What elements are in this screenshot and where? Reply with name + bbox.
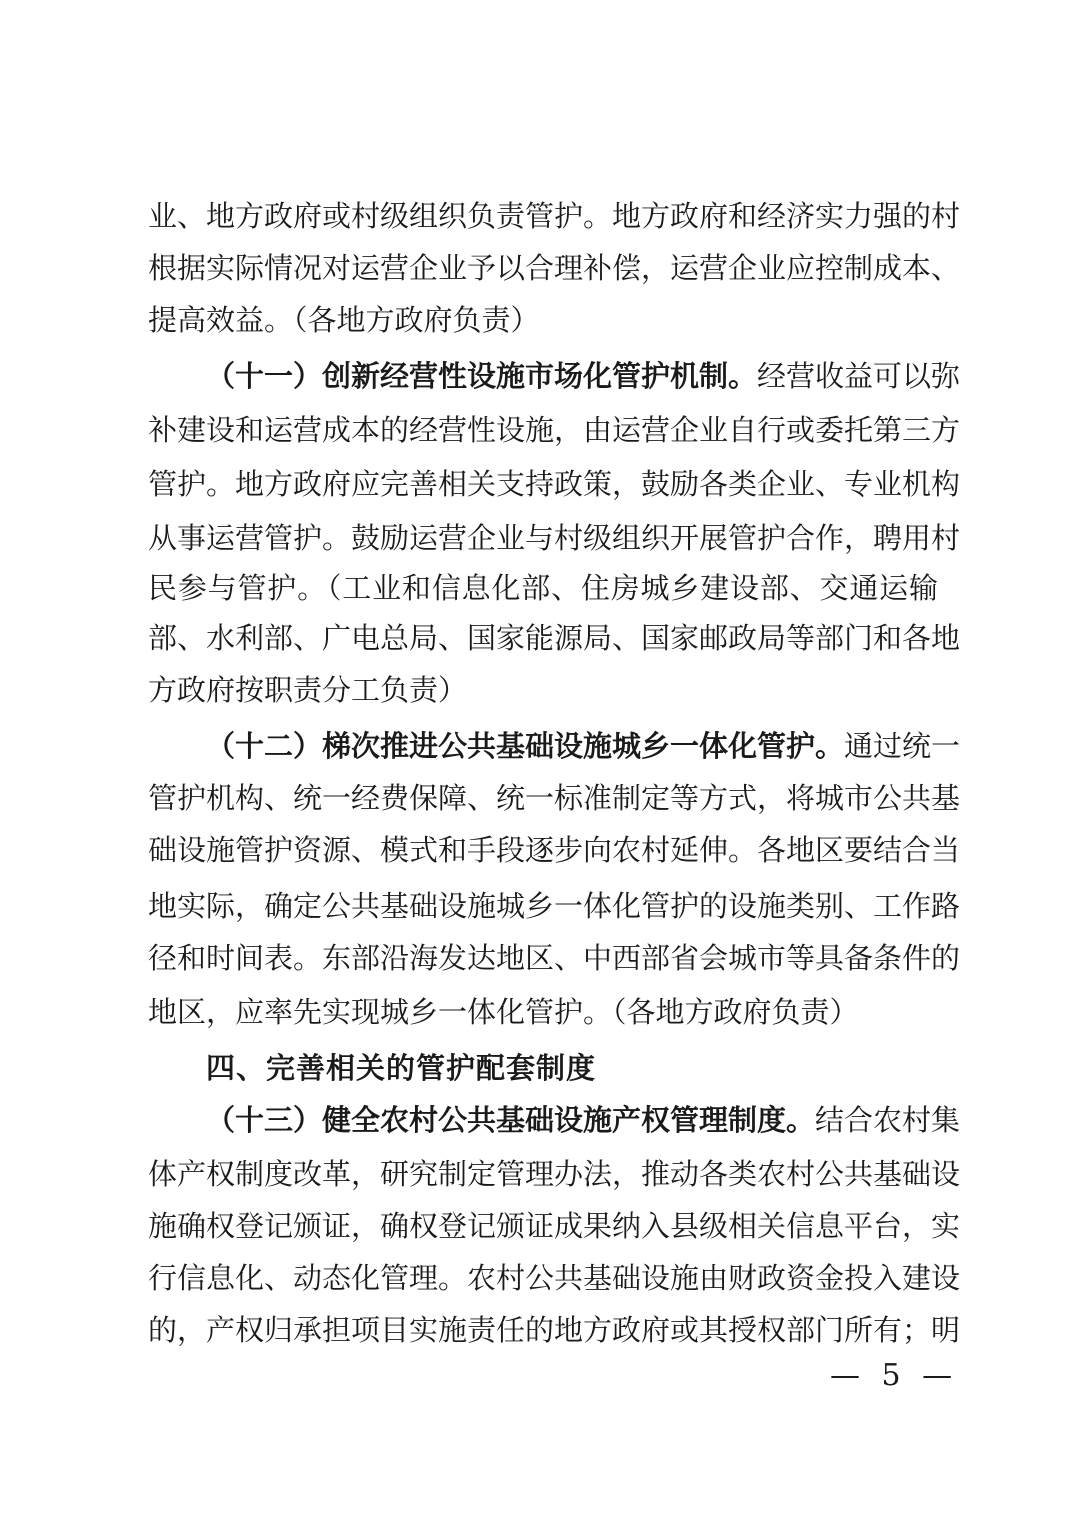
page-number: — 5 — (830, 1358, 959, 1393)
section-12-line-3: 础设施管护资源、模式和手段逐步向农村延伸。各地区要结合当 (148, 833, 961, 867)
intro-line-3: 提高效益。（各地方政府负责） (148, 303, 540, 337)
section-13-line-5: 的，产权归承担项目实施责任的地方政府或其授权部门所有；明 (148, 1313, 961, 1347)
section-12-title: （十二）梯次推进公共基础设施城乡一体化管护。 (206, 729, 845, 763)
section-12-first-line-rest: 通过统一 (844, 729, 961, 763)
section-12-first-line (206, 722, 961, 770)
section-13-line-3: 施确权登记颁证，确权登记颁证成果纳入县级相关信息平台，实 (148, 1209, 961, 1243)
section-11-line-6: 部、水利部、广电总局、国家能源局、国家邮政局等部门和各地 (148, 621, 961, 655)
section-11-title: （十一）创新经营性设施市场化管护机制。 (206, 359, 758, 393)
section-11-line-2: 补建设和运营成本的经营性设施，由运营企业自行或委托第三方 (148, 413, 961, 447)
section-13-title: （十三）健全农村公共基础设施产权管理制度。 (206, 1103, 816, 1137)
section-13-first-line-rest: 结合农村集 (815, 1103, 961, 1137)
section-11-line-3: 管护。地方政府应完善相关支持政策，鼓励各类企业、专业机构 (148, 467, 961, 501)
intro-line-2: 根据实际情况对运营企业予以合理补偿，运营企业应控制成本、 (148, 251, 961, 285)
section-11-line-5: 民参与管护。（工业和信息化部、住房城乡建设部、交通运输 (148, 571, 938, 605)
section-11-line-4: 从事运营管护。鼓励运营企业与村级组织开展管护合作，聘用村 (148, 521, 961, 555)
section-12-line-5: 径和时间表。东部沿海发达地区、中西部省会城市等具备条件的 (148, 941, 961, 975)
section-13-line-2: 体产权制度改革，研究制定管理办法，推动各类农村公共基础设 (148, 1157, 961, 1191)
section-heading-4: 四、完善相关的管护配套制度 (206, 1051, 597, 1085)
section-11-line-7: 方政府按职责分工负责） (148, 673, 468, 707)
intro-line-1: 业、地方政府或村级组织负责管护。地方政府和经济实力强的村 (148, 199, 961, 233)
section-12-line-2: 管护机构、统一经费保障、统一标准制定等方式，将城市公共基 (148, 781, 961, 815)
section-11-first-line-rest: 经营收益可以弥 (757, 359, 961, 393)
section-12-line-6: 地区，应率先实现城乡一体化管护。（各地方政府负责） (148, 995, 859, 1029)
section-13-line-4: 行信息化、动态化管理。农村公共基础设施由财政资金投入建设 (148, 1261, 961, 1295)
section-12-line-4: 地实际，确定公共基础设施城乡一体化管护的设施类别、工作路 (148, 889, 961, 923)
section-11-first-line (206, 352, 961, 400)
section-13-first-line (206, 1096, 961, 1144)
